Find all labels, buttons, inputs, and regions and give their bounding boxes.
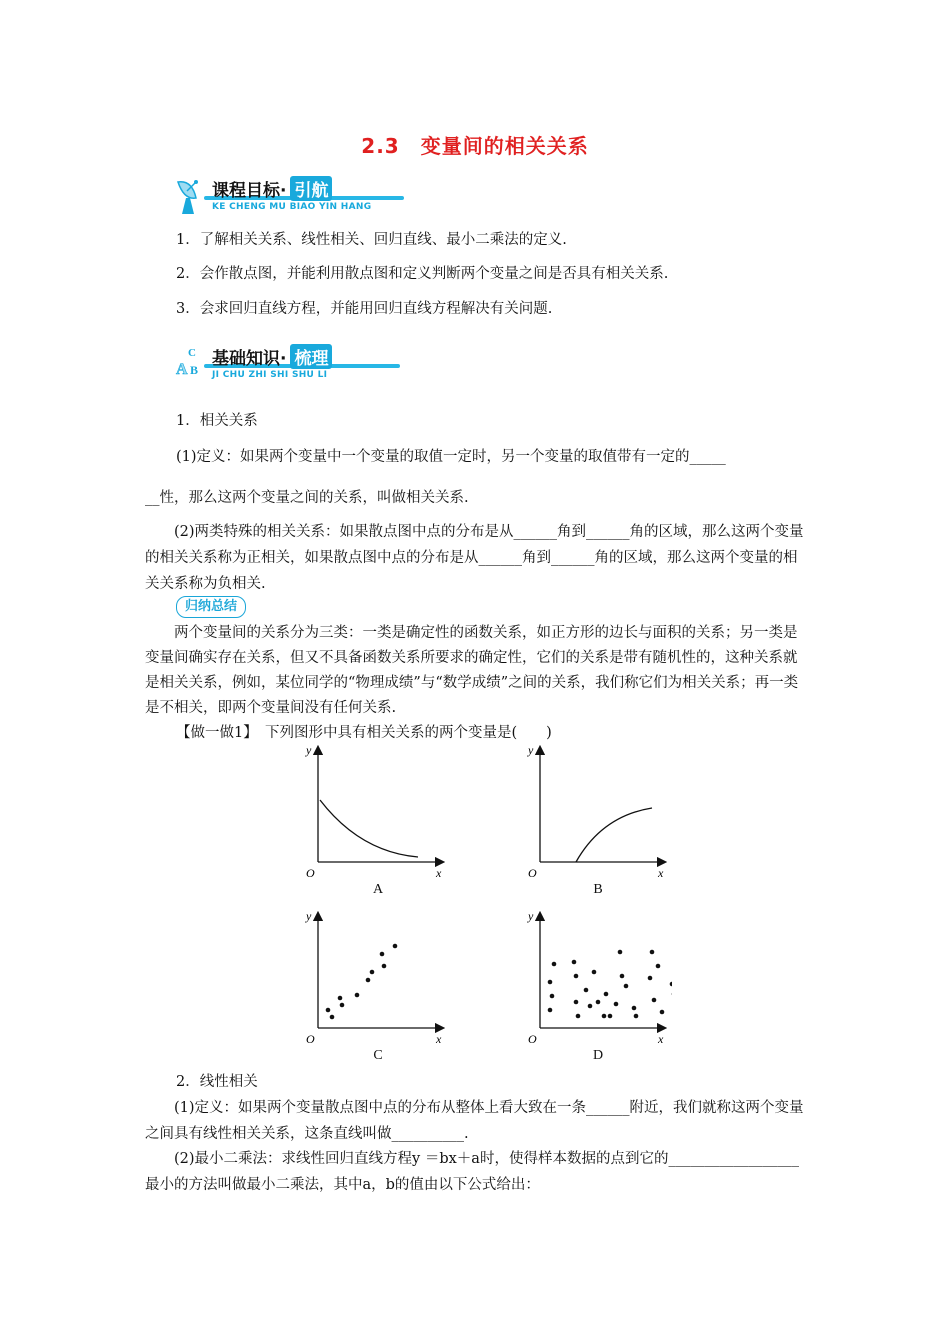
svg-text:B: B (190, 363, 199, 377)
section-heading: 1．相关关系 (176, 413, 258, 429)
paragraph: (1)定义：如果两个变量中一个变量的取值一定时，另一个变量的取值带有一定的_____ (176, 449, 726, 465)
scatter-point (618, 950, 623, 955)
x-axis-label: x (658, 866, 664, 880)
scatter-point (652, 998, 657, 1003)
banner-title: 基础知识· (212, 349, 287, 369)
x-axis-label: x (436, 866, 442, 880)
scatter-point (338, 996, 343, 1001)
origin-label: O (528, 1032, 537, 1046)
scatter-point (572, 960, 577, 965)
scatter-point (592, 970, 597, 975)
scatter-point (393, 944, 398, 949)
scatter-point (584, 988, 589, 993)
paragraph: (2)最小二乘法：求线性回归直线方程y ＝bx＋a时，使得样本数据的点到它的__________________最小的方法叫做最小二乘法，其中a，b的值由以下公式给出： (145, 1151, 799, 1193)
scatter-point (650, 950, 655, 955)
scatter-point (366, 978, 371, 983)
graph-b (522, 744, 672, 884)
scatter-point (548, 980, 553, 985)
banner-title: 课程目标· (212, 181, 287, 201)
scatter-point (648, 976, 653, 981)
goal-item: 1．了解相关关系、线性相关、回归直线、最小二乘法的定义. (176, 232, 567, 248)
banner-subtitle: JI CHU ZHI SHI SHU LI (212, 370, 328, 380)
scatter-point (552, 962, 557, 967)
scatter-point (576, 1014, 581, 1019)
graph-label: A (372, 882, 384, 897)
increasing-curve (576, 808, 652, 862)
scatter-point (574, 974, 579, 979)
scatter-point (632, 1006, 637, 1011)
origin-label: O (528, 866, 537, 880)
graph-d (522, 910, 672, 1050)
banner-tag: 梳理 (290, 344, 332, 369)
scatter-point (608, 1014, 613, 1019)
scatter-point (355, 993, 360, 998)
graph-label: B (593, 882, 603, 897)
scatter-point (380, 952, 385, 957)
scatter-point (382, 964, 387, 969)
graph-label: D (592, 1048, 604, 1063)
scatter-point (548, 1008, 553, 1013)
scatter-point (660, 1010, 665, 1015)
goal-item: 3．会求回归直线方程，并能用回归直线方程解决有关问题. (176, 301, 553, 317)
graph-a (300, 744, 450, 884)
scatter-point (550, 994, 555, 999)
scatter-point (624, 984, 629, 989)
scatter-point (634, 1014, 639, 1019)
paragraph: (2)两类特殊的相关关系：如果散点图中点的分布是从______角到______角的区域，那么这两个变量的相关关系称为正相关，如果散点图中点的分布是从______角到______角的区域，那么这两个变量的相关关系称为负相关. (145, 524, 804, 592)
origin-label: O (306, 866, 315, 880)
scatter-point (340, 1003, 345, 1008)
y-axis-label: y (528, 910, 534, 923)
banner-tag: 引航 (290, 176, 332, 201)
scatter-point (656, 964, 661, 969)
scatter-point (602, 1014, 607, 1019)
origin-label: O (306, 1032, 315, 1046)
paragraph: (1)定义：如果两个变量散点图中点的分布从整体上看大致在一条______附近，我们就称这两个变量之间具有线性相关关系，这条直线叫做__________. (145, 1100, 804, 1142)
page-title: 2.3 变量间的相关关系 (361, 134, 589, 158)
y-axis-label: y (306, 910, 312, 923)
scatter-points (326, 944, 398, 1020)
graph-label: C (373, 1048, 383, 1063)
scatter-point (330, 1015, 335, 1020)
svg-text:C: C (188, 347, 196, 359)
scatter-point (574, 1000, 579, 1005)
scatter-point (614, 1002, 619, 1007)
section-heading: 2．线性相关 (176, 1074, 258, 1090)
decreasing-curve (320, 800, 418, 857)
summary-text: 两个变量间的关系分为三类：一类是确定性的函数关系，如正方形的边长与面积的关系；另一类是变量间确实存在关系，但又不具备函数关系所要求的确定性，它们的关系是带有随机性的，这种关系就是相关关系，例如，某位同学的“物理成绩”与“数学成绩”之间的关系，我们称它们为相关关系；再一类是不相关，即两个变量间没有任何关系. (145, 625, 799, 716)
banner-subtitle: KE CHENG MU BIAO YIN HANG (212, 202, 372, 212)
scatter-point (588, 1004, 593, 1009)
satellite-dish-icon (174, 176, 204, 216)
y-axis-label: y (306, 744, 312, 757)
scatter-point (326, 1008, 331, 1013)
scatter-point (596, 1000, 601, 1005)
x-axis-label: x (436, 1032, 442, 1046)
scatter-points (548, 950, 672, 1019)
graph-c (300, 910, 450, 1050)
goal-item: 2．会作散点图，并能利用散点图和定义判断两个变量之间是否具有相关关系. (176, 266, 669, 282)
x-axis-label: x (658, 1032, 664, 1046)
paragraph: __性，那么这两个变量之间的关系，叫做相关关系. (145, 490, 469, 506)
scatter-point (670, 982, 672, 987)
exercise-prompt: 【做一做1】 下列图形中具有相关关系的两个变量是( ) (176, 725, 552, 741)
scatter-point (604, 992, 609, 997)
scatter-point (370, 970, 375, 975)
y-axis-label: y (528, 744, 534, 757)
scatter-point (620, 974, 625, 979)
basic-knowledge-banner (174, 344, 404, 388)
svg-text:A: A (176, 361, 188, 378)
abc-letters-icon (174, 344, 204, 384)
summary-badge: 归纳总结 (176, 596, 246, 618)
course-goal-banner (174, 176, 404, 220)
